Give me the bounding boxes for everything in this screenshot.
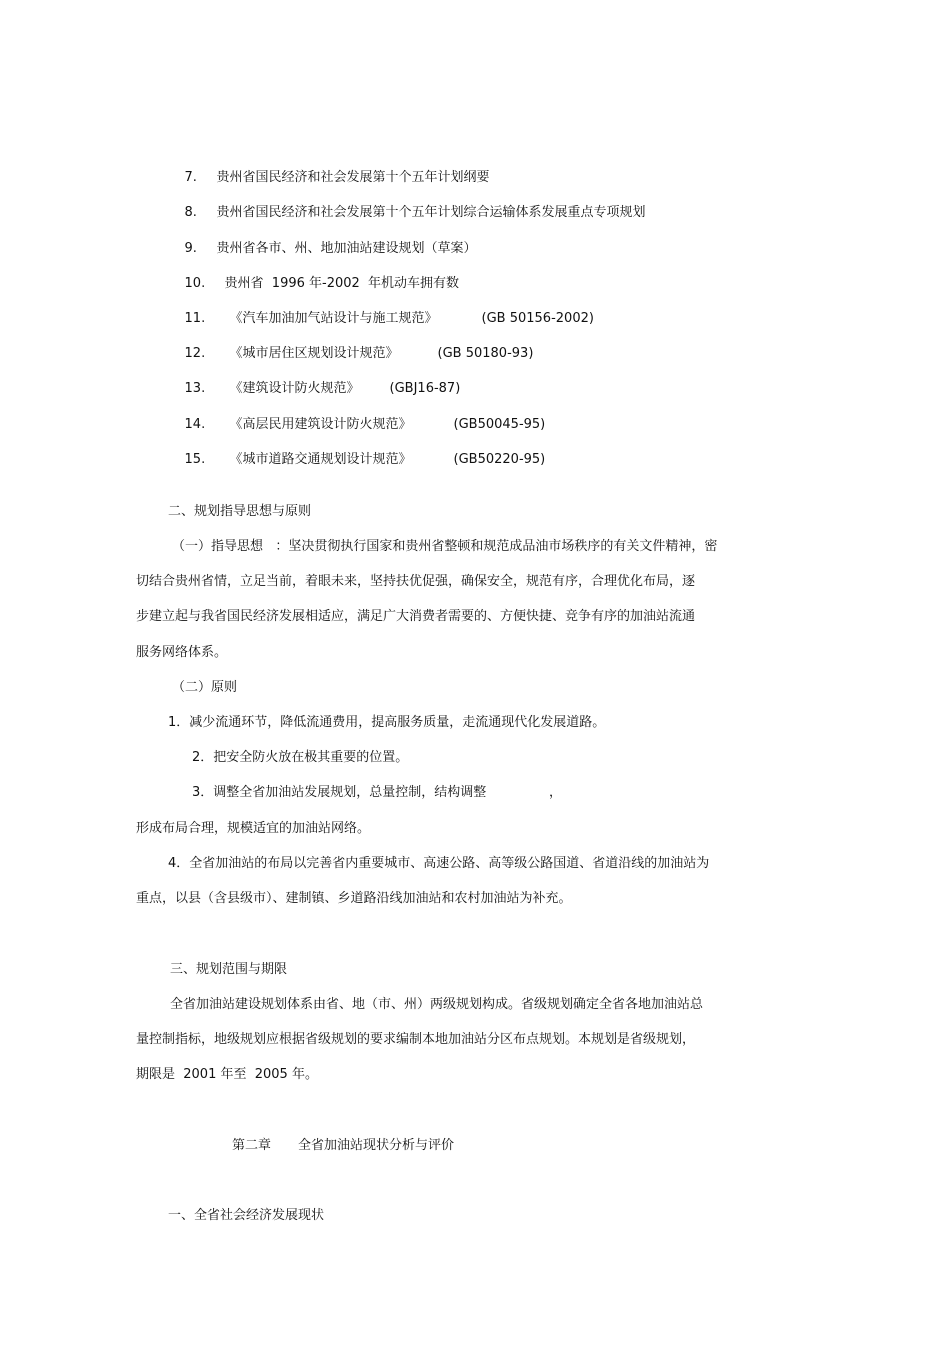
item-title: 贵州省 1996 年-2002 年机动车拥有数	[224, 276, 460, 291]
item-number: 14.	[184, 417, 206, 432]
item-code: (GBJ16-87)	[389, 381, 461, 396]
item-title: 《高层民用建筑设计防火规范》	[229, 417, 412, 432]
item-number: 10.	[184, 276, 206, 291]
paragraph-line: 重点，以县（含县级市）、建制镇、乡道路沿线加油站和农村加油站为补充。	[136, 891, 572, 906]
paragraph-line: 服务网络体系。	[136, 645, 228, 660]
item-title: 《城市居住区规划设计规范》	[229, 346, 399, 361]
paragraph-line: 形成布局合理，规模适宜的加油站网络。	[136, 821, 371, 836]
item-number: 9.	[184, 241, 197, 256]
chapter-title: 全省加油站现状分析与评价	[298, 1138, 455, 1153]
paragraph-line: 全省加油站建设规划体系由省、地（市、州）两级规划构成。省级规划确定全省各地加油站总	[170, 997, 704, 1012]
principle-item: 3．调整全省加油站发展规划，总量控制，结构调整	[192, 785, 487, 800]
section-heading: 一、全省社会经济发展现状	[168, 1208, 325, 1223]
item-title: 贵州省国民经济和社会发展第十个五年计划综合运输体系发展重点专项规划	[216, 205, 646, 220]
item-title: 《汽车加油加气站设计与施工规范》	[229, 311, 438, 326]
chapter-label: 第二章	[232, 1138, 272, 1153]
section-heading: 二、规划指导思想与原则	[168, 504, 312, 519]
item-number: 13.	[184, 381, 206, 396]
item-number: 15.	[184, 452, 206, 467]
paragraph-line: 切结合贵州省情，立足当前，着眼未来，坚持扶优促强，确保安全，规范有序，合理优化布局，逐	[136, 574, 696, 589]
item-code: (GB50220-95)	[453, 452, 546, 467]
list-item	[168, 433, 545, 487]
item-title: 贵州省各市、州、地加油站建设规划（草案）	[216, 241, 477, 256]
principle-item: 4．全省加油站的布局以完善省内重要城市、高速公路、高等级公路国道、省道沿线的加油站为	[168, 856, 710, 871]
item-number: 7.	[184, 170, 197, 185]
paragraph-line: 量控制指标，地级规划应根据省级规划的要求编制本地加油站分区布点规划。本规划是省级规划，	[136, 1032, 696, 1047]
item-number: 8.	[184, 205, 197, 220]
item-title: 《建筑设计防火规范》	[229, 381, 360, 396]
section-heading: 三、规划范围与期限	[170, 962, 288, 977]
item-number: 11.	[184, 311, 206, 326]
item-code: (GB50045-95)	[453, 417, 546, 432]
principle-item-punctuation: ，	[549, 785, 563, 800]
item-title: 《城市道路交通规划设计规范》	[229, 452, 412, 467]
subsection-heading: （二）原则	[172, 680, 238, 695]
item-number: 12.	[184, 346, 206, 361]
item-code: (GB 50156-2002)	[481, 311, 594, 326]
paragraph-line: 步建立起与我省国民经济发展相适应，满足广大消费者需要的、方便快捷、竞争有序的加油站流通	[136, 609, 696, 624]
paragraph-line: （一）指导思想 ：坚决贯彻执行国家和贵州省整顿和规范成品油市场秩序的有关文件精神，密	[172, 539, 718, 554]
paragraph-line: 期限是 2001 年至 2005 年。	[136, 1067, 318, 1082]
item-title: 贵州省国民经济和社会发展第十个五年计划纲要	[216, 170, 490, 185]
principle-item: 2．把安全防火放在极其重要的位置。	[192, 750, 409, 765]
item-code: (GB 50180-93)	[437, 346, 534, 361]
principle-item: 1．减少流通环节，降低流通费用，提高服务质量，走流通现代化发展道路。	[168, 715, 606, 730]
